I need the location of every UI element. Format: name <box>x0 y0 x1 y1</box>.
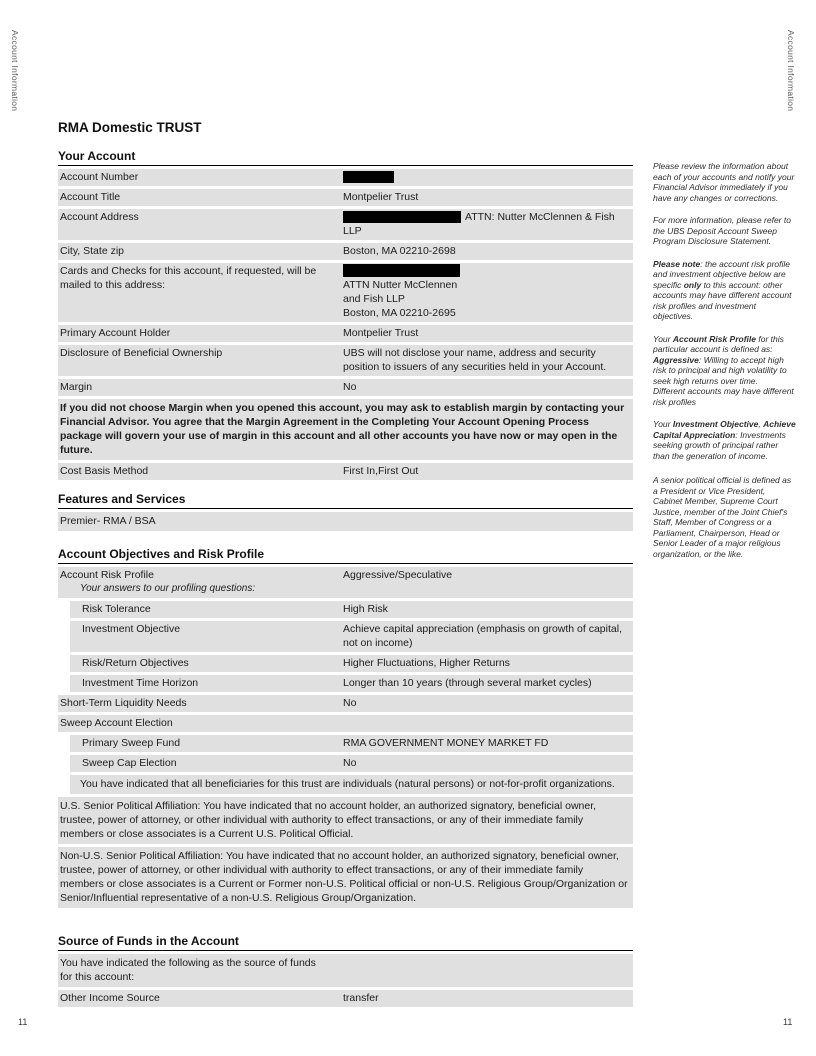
row-value: No <box>343 381 357 393</box>
sidebar-bold-text: Investment Objective <box>672 419 759 429</box>
cards-address-line: Boston, MA 02210-2695 <box>343 307 456 319</box>
table-row-risk-tolerance <box>70 601 633 618</box>
sidebar-text: Different accounts may have different risk profiles <box>653 386 794 407</box>
section-heading-features: Features and Services <box>58 492 633 509</box>
profiling-questions-note: Your answers to our profiling questions: <box>80 583 256 594</box>
table-row-time-horizon <box>70 675 633 692</box>
row-value <box>343 170 630 184</box>
table-row-risk-return <box>70 655 633 672</box>
section-heading-source-of-funds: Source of Funds in the Account <box>58 934 633 951</box>
row-label: City, State zip <box>60 245 124 257</box>
row-label: Margin <box>60 381 93 393</box>
sidebar-text: : Willing to accept high risk to principal and high volatility to seek high returns over time. <box>653 354 787 386</box>
table-row-account-risk-profile <box>58 567 633 598</box>
table-row-liquidity-needs <box>58 695 633 712</box>
table-row-account-address <box>58 209 633 240</box>
sidebar-note-more-info: For more information, please refer to the UBS Deposit Account Sweep Program Disclosure Statement. <box>653 215 791 246</box>
row-value <box>343 716 630 730</box>
table-row-investment-objective <box>70 621 633 652</box>
us-political-paragraph: U.S. Senior Political Affiliation: You have indicated that no account holder, an authorized signatory, beneficial owner, trustee, power of attorney, or other individual with authority to effect transactions, or any of their immediate family members or close associates is a Current U.S. Political Official. <box>58 797 633 844</box>
table-row-city-state-zip <box>58 243 633 260</box>
table-row-primary-account-holder <box>58 325 633 342</box>
row-value: No <box>343 697 357 709</box>
table-row-sweep-cap-election <box>70 755 633 772</box>
row-value: Higher Fluctuations, Higher Returns <box>343 657 510 669</box>
table-row-primary-sweep-fund <box>70 735 633 752</box>
table-row-other-income-source <box>58 990 633 1007</box>
sidebar-note-investment-objective <box>653 419 796 461</box>
table-row-cards-and-checks <box>58 263 633 322</box>
row-label: Account Title <box>60 191 121 203</box>
redaction-box <box>343 171 394 183</box>
margin-notice-paragraph: If you did not choose Margin when you opened this account, you may ask to establish margin by contacting your Financial Advisor. You agree that the Margin Agreement in the Completing Your Account Opening Process package will govern your use of margin in this account and all other accounts you have now or may open in the future. <box>58 399 633 460</box>
address-line1: ATTN: Nutter McClennen & Fish <box>465 211 615 223</box>
row-value: Boston, MA 02210-2698 <box>343 245 456 257</box>
sidebar-bold-text: only <box>683 279 702 290</box>
sidebar-text: Your <box>653 333 673 344</box>
cards-address-line: ATTN Nutter McClennen <box>343 279 458 291</box>
row-label: Investment Time Horizon <box>82 677 199 689</box>
row-label: Primary Sweep Fund <box>82 737 181 749</box>
row-label: Other Income Source <box>60 992 160 1004</box>
table-row-margin <box>58 379 633 396</box>
row-label: Investment Objective <box>82 623 181 635</box>
table-row-account-title <box>58 189 633 206</box>
row-label: Cost Basis Method <box>60 465 149 477</box>
sidebar-text: to this account: other accounts may have different account risk profiles and investment objectives. <box>653 279 792 321</box>
redaction-box <box>343 264 460 277</box>
table-row-disclosure <box>58 345 633 376</box>
non-us-political-paragraph: Non-U.S. Senior Political Affiliation: You have indicated that no account holder, an authorized signatory, beneficial owner, trustee, power of attorney, or other individual with authority to effect transactions, or any of their immediate family members or close associates is a Current or Former non-U.S. Political official or non-U.S. Religious Group/Organization or Senior/Influential representative of a non-U.S. Religious Group/Organization. <box>58 847 633 908</box>
row-value <box>343 264 630 320</box>
table-row-account-number <box>58 169 633 186</box>
source-of-funds-intro-text: You have indicated the following as the source of funds for this account: <box>60 957 316 983</box>
sidebar-bold-text: Account Risk Profile <box>672 333 756 344</box>
sidebar-note-please-note <box>653 259 796 322</box>
redaction-box <box>343 211 461 223</box>
row-value: High Risk <box>343 603 388 615</box>
vertical-side-label-right: Account Information <box>786 30 796 112</box>
row-value: RMA GOVERNMENT MONEY MARKET FD <box>343 737 549 749</box>
row-value <box>343 210 630 238</box>
row-label: Cards and Checks for this account, if requested, will be mailed to this address: <box>60 265 317 291</box>
sidebar-note-risk-profile <box>653 334 796 408</box>
sidebar-text: , <box>758 419 764 429</box>
sidebar-bold-text: Aggressive <box>653 354 699 365</box>
sidebar-text: : Investments seeking growth of principal rather than the generation of income. <box>653 429 786 461</box>
source-of-funds-intro <box>58 954 633 987</box>
page-number-right: 11 <box>783 1017 793 1027</box>
row-value: Achieve capital appreciation (emphasis on growth of capital, not on income) <box>343 623 622 649</box>
row-value: transfer <box>343 992 379 1004</box>
row-value: No <box>343 757 357 769</box>
row-value: Aggressive/Speculative <box>343 569 453 581</box>
row-label: Disclosure of Beneficial Ownership <box>60 347 223 359</box>
sidebar-note-political-official: A senior political official is defined as a President or Vice President, Cabinet Member, Supreme Court Justice, member of the Joint Chief's Staff, Member of Congress or a Parliament, Chairperson, Head or Senior Leader of a major religious organization, or the like. <box>653 475 792 559</box>
sidebar-note-review: Please review the information about each of your accounts and notify your Financial Advisor immediately if you have any changes or corrections. <box>653 161 795 203</box>
sidebar-text: Your <box>653 419 673 429</box>
table-row-cost-basis <box>58 463 633 480</box>
row-label: Account Address <box>60 211 139 223</box>
sidebar-bold-text: Achieve Capital Appreciation <box>653 419 796 440</box>
row-value: Montpelier Trust <box>343 327 419 339</box>
row-value: First In,First Out <box>343 465 419 477</box>
page-number-left: 11 <box>18 1017 28 1027</box>
row-label: Account Number <box>60 171 139 183</box>
margin-notes-sidebar <box>653 161 796 571</box>
row-label: Primary Account Holder <box>60 327 171 339</box>
table-row-sweep-account-election <box>58 715 633 732</box>
row-label: Short-Term Liquidity Needs <box>60 697 187 709</box>
row-value: Longer than 10 years (through several market cycles) <box>343 677 592 689</box>
page-title: RMA Domestic TRUST <box>58 120 202 135</box>
row-label: Sweep Account Election <box>60 717 173 729</box>
row-value: UBS will not disclose your name, address and security position to issuers of any securities held in your Account. <box>343 347 607 373</box>
section-heading-objectives: Account Objectives and Risk Profile <box>58 547 633 564</box>
vertical-side-label-left: Account Information <box>10 30 20 112</box>
row-label: Sweep Cap Election <box>82 757 177 769</box>
section-heading-your-account: Your Account <box>58 149 633 166</box>
address-line2: LLP <box>343 225 362 237</box>
sidebar-bold-text: Please note <box>653 258 701 269</box>
beneficiaries-note-paragraph: You have indicated that all beneficiaries for this trust are individuals (natural persons) or not-for-profit organizations. <box>70 775 633 794</box>
row-label: Risk Tolerance <box>82 603 151 615</box>
sidebar-text: : the account risk profile and investment objective below are specific <box>653 258 791 290</box>
document-body <box>58 120 633 1010</box>
sidebar-text: for this particular account is defined as: <box>653 333 784 354</box>
row-label: Account Risk Profile <box>60 569 154 581</box>
row-label: Risk/Return Objectives <box>82 657 189 669</box>
row-value: Montpelier Trust <box>343 191 419 203</box>
cards-address-line: and Fish LLP <box>343 293 405 305</box>
features-row: Premier- RMA / BSA <box>58 512 633 531</box>
